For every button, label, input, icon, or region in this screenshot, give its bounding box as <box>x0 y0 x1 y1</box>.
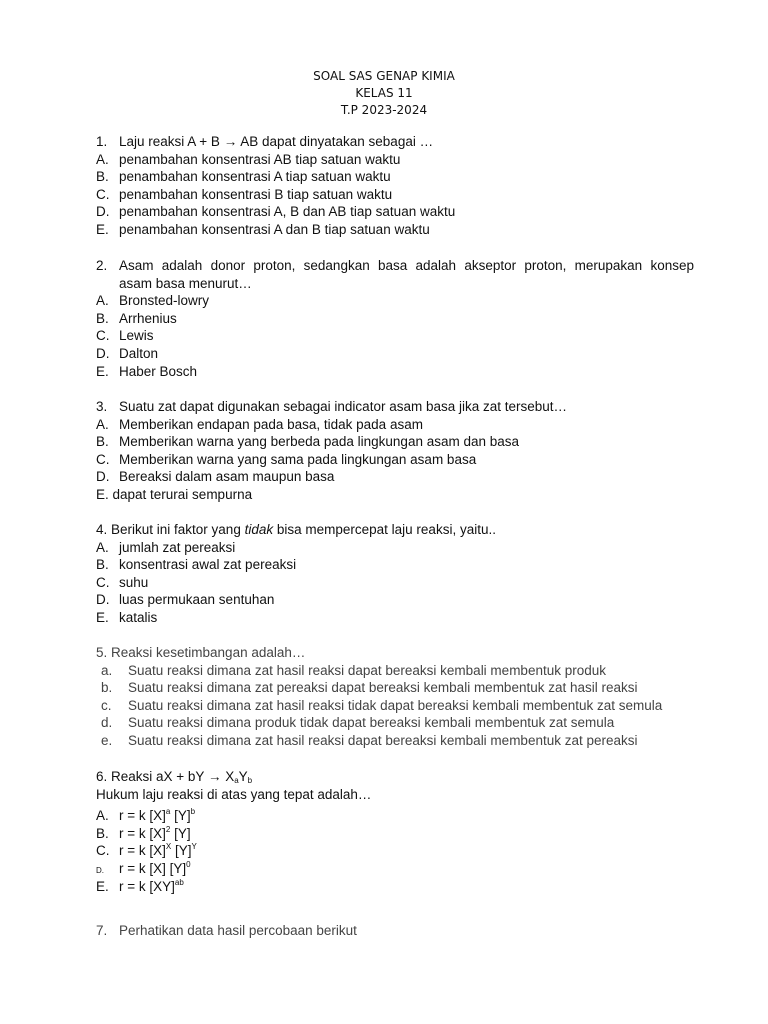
question-5 <box>96 644 716 750</box>
option-c: C. r = k $[X]^X$ $[Y]^Y$ <box>96 842 197 859</box>
question-text: 4. Berikut ini faktor yang tidak bisa mempercepat laju reaksi, yaitu.. <box>96 522 496 537</box>
option-c: c. Suatu reaksi dimana zat hasil reaksi tidak dapat bereaksi kembali membentuk zat semula <box>101 697 663 713</box>
question-4 <box>96 521 694 627</box>
question-2 <box>96 257 694 380</box>
question-7 <box>96 922 694 940</box>
option-b: b. Suatu reaksi dimana zat pereaksi dapat bereaksi kembali membentuk zat hasil reaksi <box>101 680 638 696</box>
option-c: C. penambahan konsentrasi B tiap satuan waktu <box>96 186 393 202</box>
question-number: 7. <box>96 923 108 938</box>
question-text: 5. Reaksi kesetimbangan adalah… <box>96 645 306 660</box>
option-e: E. dapat terurai sempurna <box>96 486 253 502</box>
option-a: a. Suatu reaksi dimana zat hasil reaksi dapat bereaksi kembali membentuk produk <box>101 662 606 678</box>
option-a: A. penambahan konsentrasi AB tiap satuan waktu <box>96 151 401 167</box>
option-a: A. jumlah zat pereaksi <box>96 539 236 555</box>
option-d: D. r = k [X] $[Y]^0$ <box>96 859 191 876</box>
document-header <box>0 68 768 119</box>
option-d: d. Suatu reaksi dimana produk tidak dapat bereaksi kembali membentuk zat semula <box>101 715 615 731</box>
option-b: B. Memberikan warna yang berbeda pada lingkungan asam dan basa <box>96 434 520 450</box>
option-a: A. Bronsted-lowry <box>96 293 210 309</box>
question-6 <box>96 768 694 894</box>
question-number: 3. <box>96 399 108 414</box>
option-b: B. konsentrasi awal zat pereaksi <box>96 557 297 573</box>
header-title: SOAL SAS GENAP KIMIA <box>313 69 455 83</box>
option-d: D. Dalton <box>96 345 159 361</box>
emphasis-word: tidak <box>244 522 274 537</box>
question-text: Laju reaksi A + B → AB dapat dinyatakan sebagai … <box>119 134 434 149</box>
option-c: C. suhu <box>96 574 149 590</box>
option-a: A. r = k $[X]^a$ $[Y]^b$ <box>96 807 196 824</box>
question-text: Hukum laju reaksi di atas yang tepat adalah… <box>96 786 372 802</box>
option-c: C. Memberikan warna yang sama pada lingkungan asam basa <box>96 451 477 467</box>
option-c: C. Lewis <box>96 328 154 344</box>
question-text-line-1: Asam adalah donor proton, sedangkan basa adalah akseptor proton, merupakan konsep <box>119 258 694 273</box>
question-number: 2. <box>96 258 108 273</box>
question-1 <box>96 133 694 239</box>
header-class: KELAS 11 <box>355 86 413 100</box>
question-text-line-2: asam basa menurut… <box>119 275 252 291</box>
option-d: D. Bereaksi dalam asam maupun basa <box>96 469 335 485</box>
question-text: Perhatikan data hasil percobaan berikut <box>119 923 357 938</box>
header-year: T.P 2023-2024 <box>340 103 428 117</box>
question-text: Suatu zat dapat digunakan sebagai indicator asam basa jika zat tersebut… <box>119 399 568 414</box>
option-e: E. r = k [XY]$^{ab}$ <box>96 877 184 894</box>
option-e: E. Haber Bosch <box>96 363 198 379</box>
option-e: E. katalis <box>96 609 158 625</box>
option-e: e. Suatu reaksi dimana zat hasil reaksi dapat bereaksi kembali membentuk zat pereaksi <box>101 732 638 748</box>
reaction-equation: 6. Reaksi aX + bY → $X_aY_b$ <box>96 769 253 785</box>
question-3 <box>96 398 694 504</box>
question-number: 1. <box>96 134 108 149</box>
option-b: B. penambahan konsentrasi A tiap satuan waktu <box>96 169 391 185</box>
option-b: B. Arrhenius <box>96 310 177 326</box>
option-b: B. r = k $[X]^2$ [Y] <box>96 824 191 841</box>
option-e: E. penambahan konsentrasi A dan B tiap satuan waktu <box>96 221 430 237</box>
option-d: D. penambahan konsentrasi A, B dan AB tiap satuan waktu <box>96 204 456 220</box>
option-d: D. luas permukaan sentuhan <box>96 592 275 608</box>
option-a: A. Memberikan endapan pada basa, tidak pada asam <box>96 416 423 432</box>
